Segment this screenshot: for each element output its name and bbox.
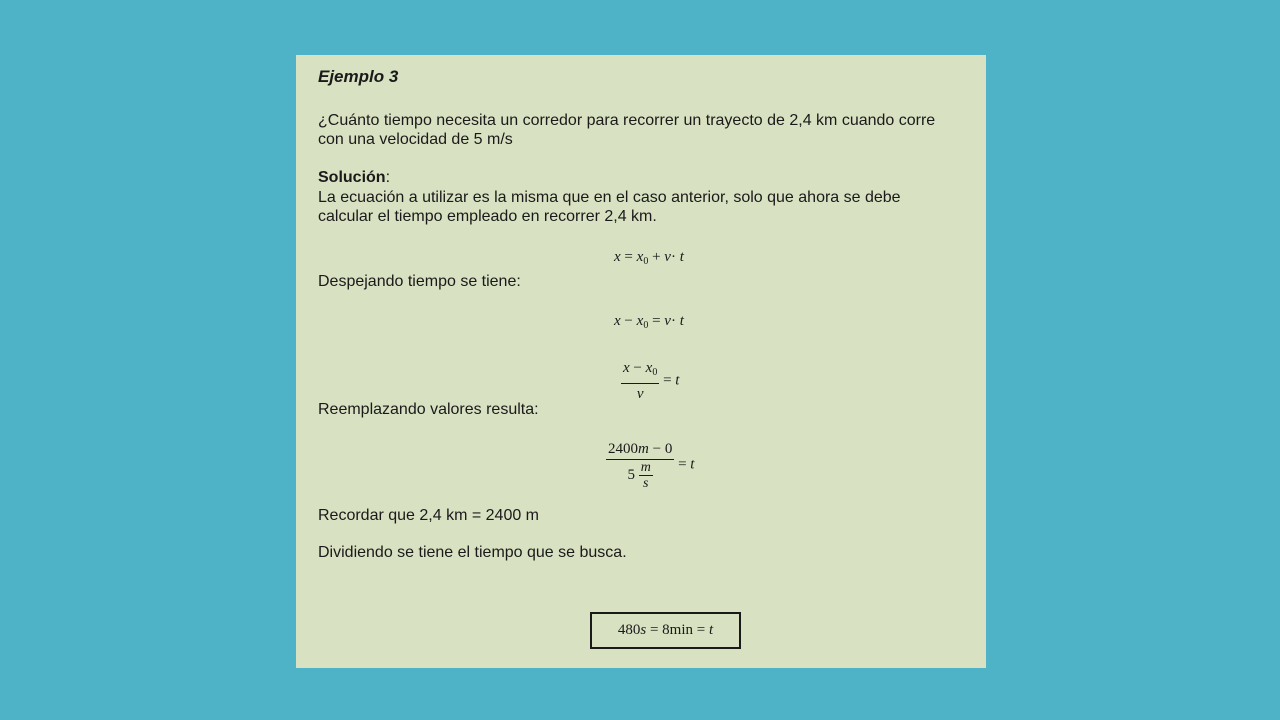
equation-position: $x = x_0 + v\cdot t$	[614, 249, 684, 267]
solution-line-2: calcular el tiempo empleado en recorrer 2,4 km.	[318, 208, 657, 225]
equation-isolated: $x - x_0 = v\cdot t$	[614, 313, 684, 331]
question-line-2: con una velocidad de 5 m/s	[318, 131, 513, 148]
solution-line-1: La ecuación a utilizar es la misma que en el caso anterior, solo que ahora se debe	[318, 189, 901, 206]
result-box	[590, 612, 741, 649]
equation-substituted: 2400m − 0 5 $\frac{m}{s}$ = t	[608, 441, 695, 491]
note-conversion: Recordar que 2,4 km = 2400 m	[318, 507, 540, 524]
step-despejando: Despejando tiempo se tiene:	[318, 273, 521, 290]
step-reemplazando: Reemplazando valores resulta:	[318, 401, 539, 418]
solution-heading	[318, 168, 390, 188]
example-title: Ejemplo 3	[318, 67, 399, 86]
step-dividiendo: Dividiendo se tiene el tiempo que se busca.	[318, 544, 627, 561]
result-equation: 480s = 8min = t	[617, 622, 714, 638]
solution-colon: :	[385, 169, 391, 186]
question-line-1: ¿Cuánto tiempo necesita un corredor para recorrer un trayecto de 2,4 km cuando corre	[318, 112, 936, 129]
equation-time-fraction: $\frac{x - x_0}{v}$ = t	[623, 360, 680, 402]
example-card	[296, 55, 986, 668]
solution-label: Solución	[318, 169, 386, 186]
